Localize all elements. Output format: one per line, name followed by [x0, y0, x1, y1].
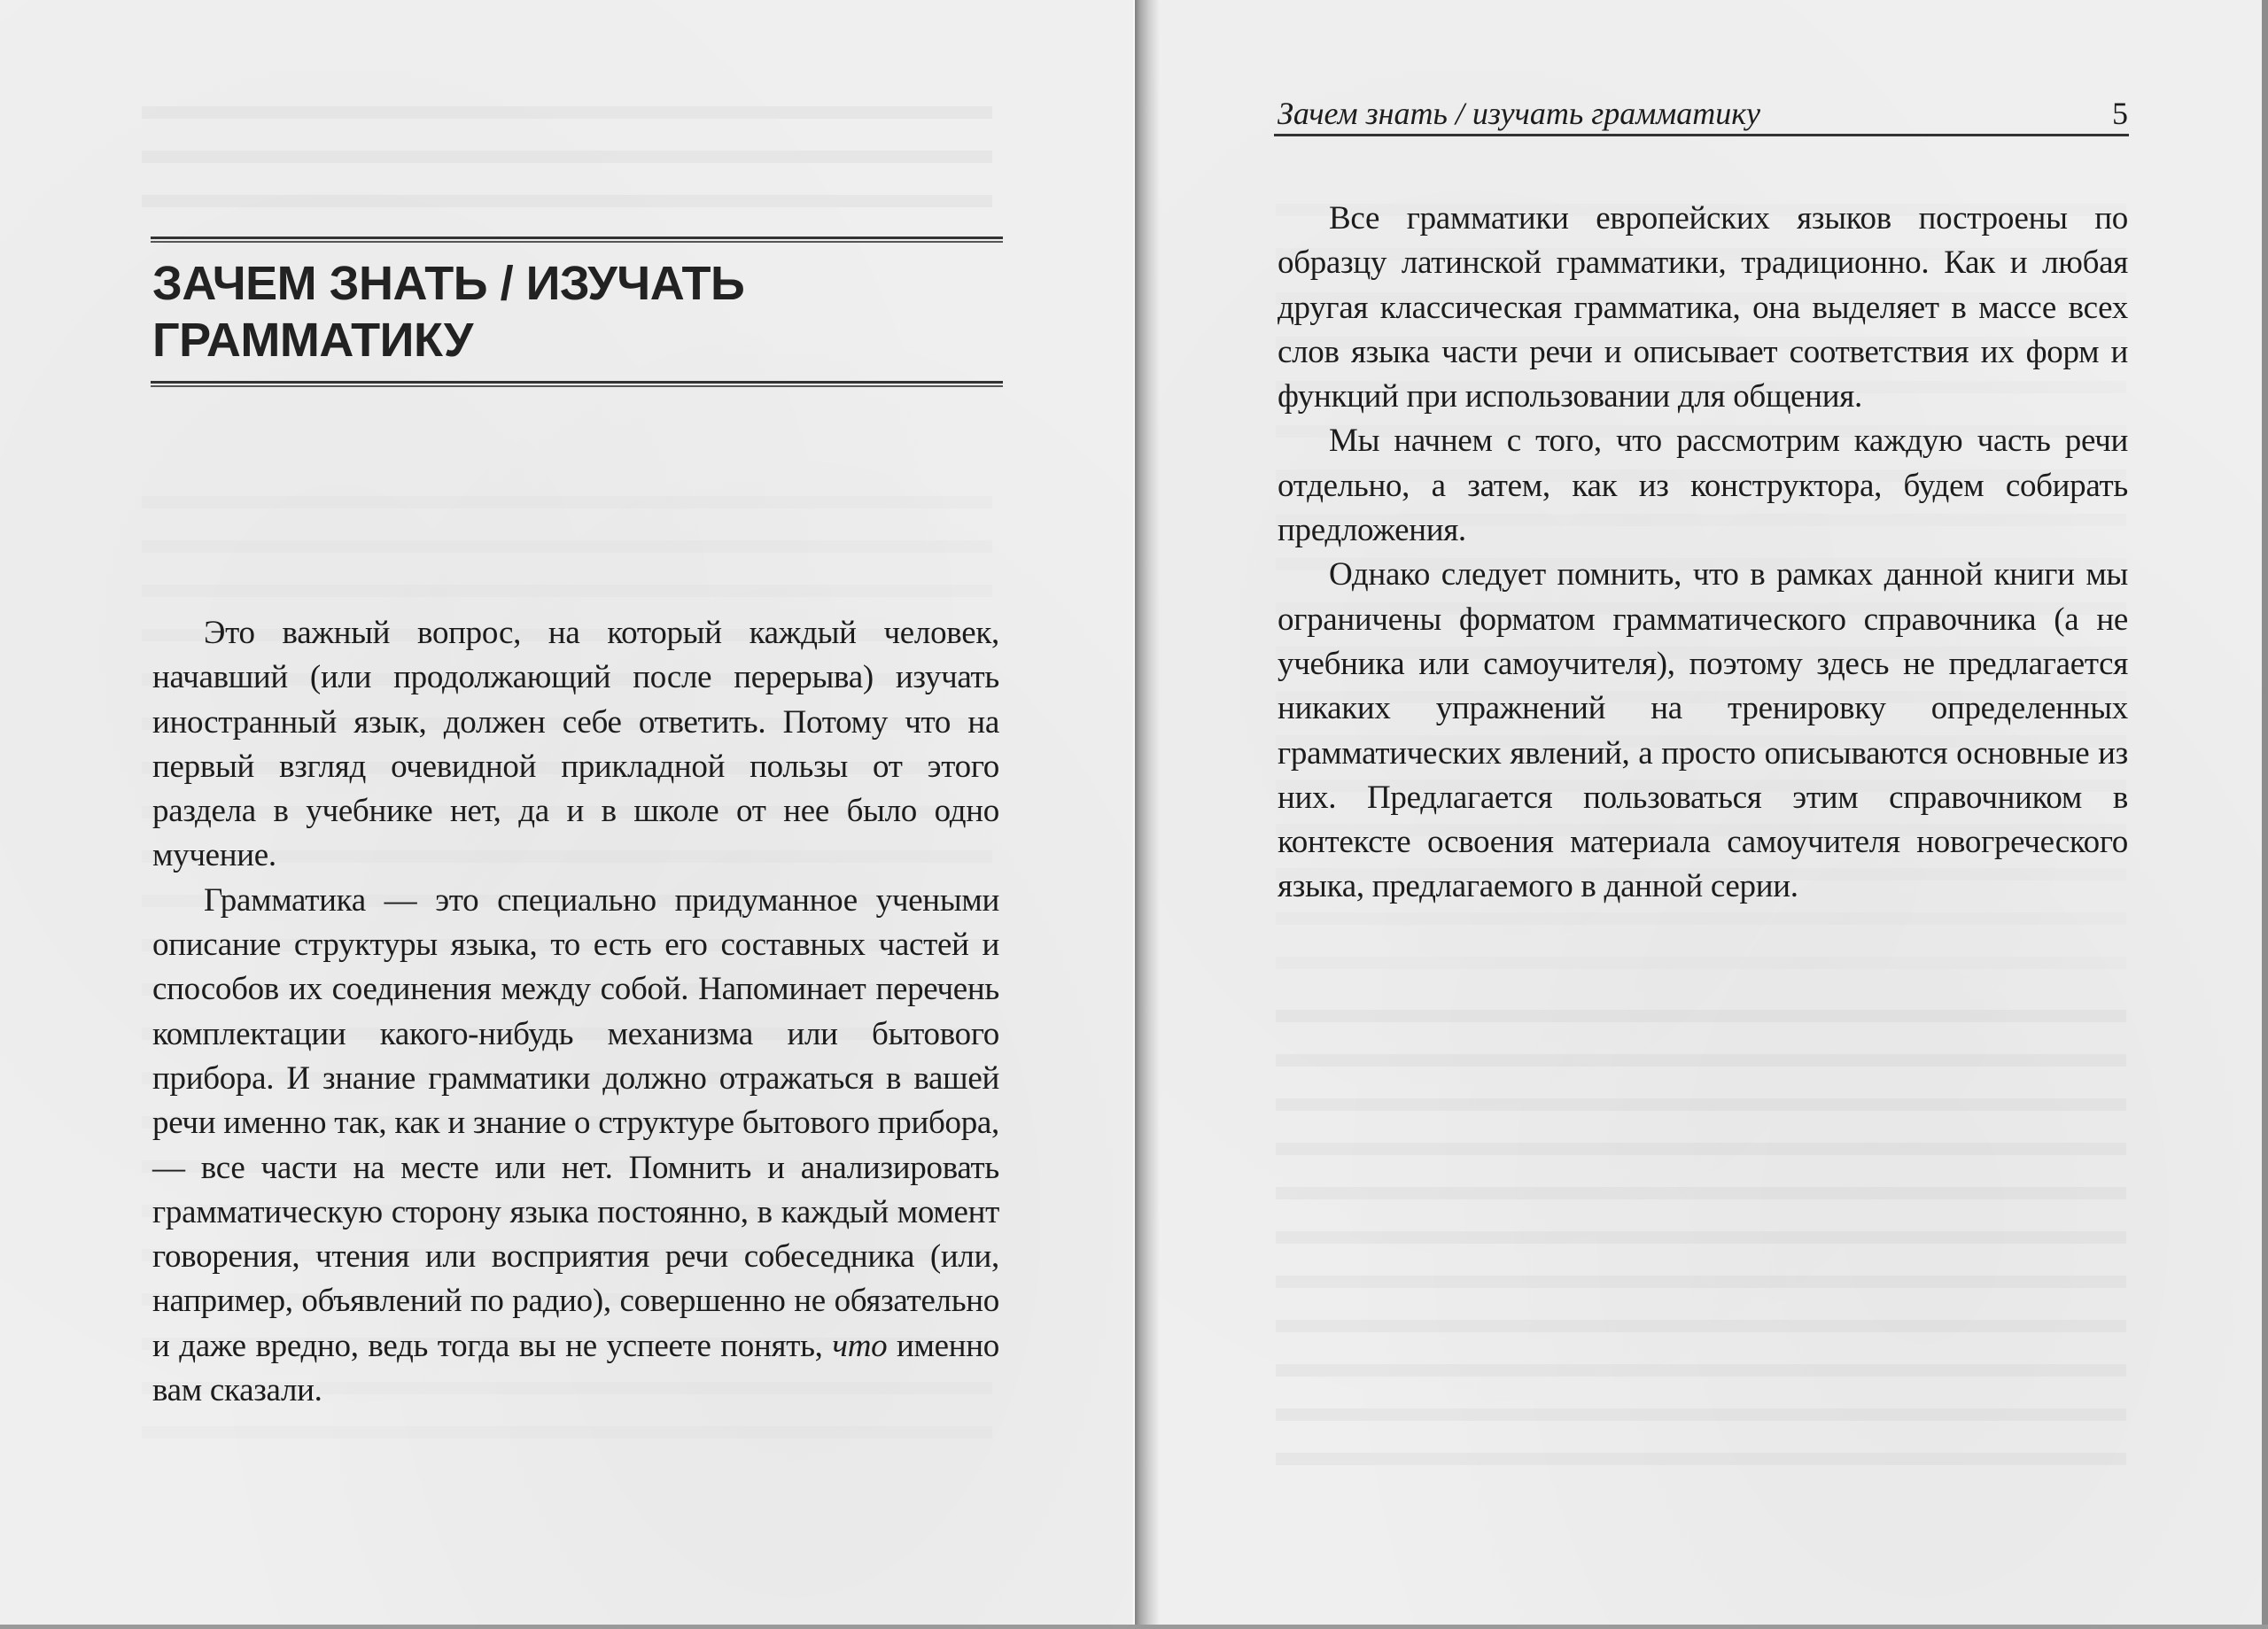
paragraph: Однако следует помнить, что в рамках данной книги мы ограничены форматом грамматического справочника (а не учебника или самоучителя), поэтому здесь не предлагается никаких упражнений на тренировку определенных грамматических явлений, а просто описываются основные из них. Предлагается пользоваться этим справочником в контексте освоения материала самоучителя новогреческого языка, предлагаемого в данной серии.	[1278, 556, 2128, 905]
paragraph-text: Грамматика — это специально придуманное учеными описание структуры языка, то есть его составных частей и способов их соединения между собой. Напоминает перечень комплектации какого-нибудь механизма или бытового прибора. И знание грамматики должно отражаться в вашей речи именно так, как и знание о структуре бытового прибора, — все части на месте или нет. Помнить и анализировать грамматическую сторону языка постоянно, в каждый момент говорения, чтения или восприятия речи собеседника (или, например, объявлений по радио), совершенно не обязательно и даже вредно, ведь тогда вы не успеете понять,	[152, 881, 999, 1364]
running-head	[1278, 92, 2128, 135]
paragraph: Мы начнем с того, что рассмотрим каждую часть речи отдельно, а затем, как из конструктора, будем собирать предложения.	[1278, 423, 2128, 549]
gutter-shadow	[1135, 0, 1160, 1625]
scan-right-edge	[2262, 0, 2268, 1629]
paragraph: Это важный вопрос, на который каждый человек, начавший (или продолжающий после перерыва) изучать иностранный язык, должен себе ответить. Потому что на первый взгляд очевидной прикладной пользы от этого раздела в учебнике нет, да и в школе от нее было одно мучение.	[152, 615, 999, 874]
chapter-title	[152, 255, 1003, 368]
left-page	[0, 0, 1135, 1625]
show-through-texture	[142, 106, 992, 221]
page-number: 5	[2112, 96, 2128, 131]
scan-bottom-edge	[0, 1625, 2268, 1629]
running-head-title: Зачем знать / изучать грамматику	[1278, 96, 1761, 131]
title-top-rule	[151, 237, 1003, 243]
chapter-title-line: ГРАММАТИКУ	[152, 314, 473, 367]
right-body-text	[1278, 197, 2128, 910]
paragraph	[152, 879, 999, 1414]
paragraph: Все грамматики европейских языков построены по образцу латинской грамматики, традиционно. Как и любая другая классическая грамматика, она выделяет в массе всех слов языка части речи и описывает соответствия их форм и функций при использовании для общения.	[1278, 200, 2128, 415]
show-through-texture	[1276, 1010, 2126, 1470]
paragraph-text: именно вам сказали.	[152, 1327, 999, 1409]
header-rule	[1274, 134, 2129, 136]
left-body-text	[152, 611, 999, 1413]
title-bottom-rule	[151, 381, 1003, 387]
chapter-title-line: ЗАЧЕМ ЗНАТЬ / ИЗУЧАТЬ	[152, 257, 745, 310]
emphasized-word: что	[832, 1327, 888, 1364]
